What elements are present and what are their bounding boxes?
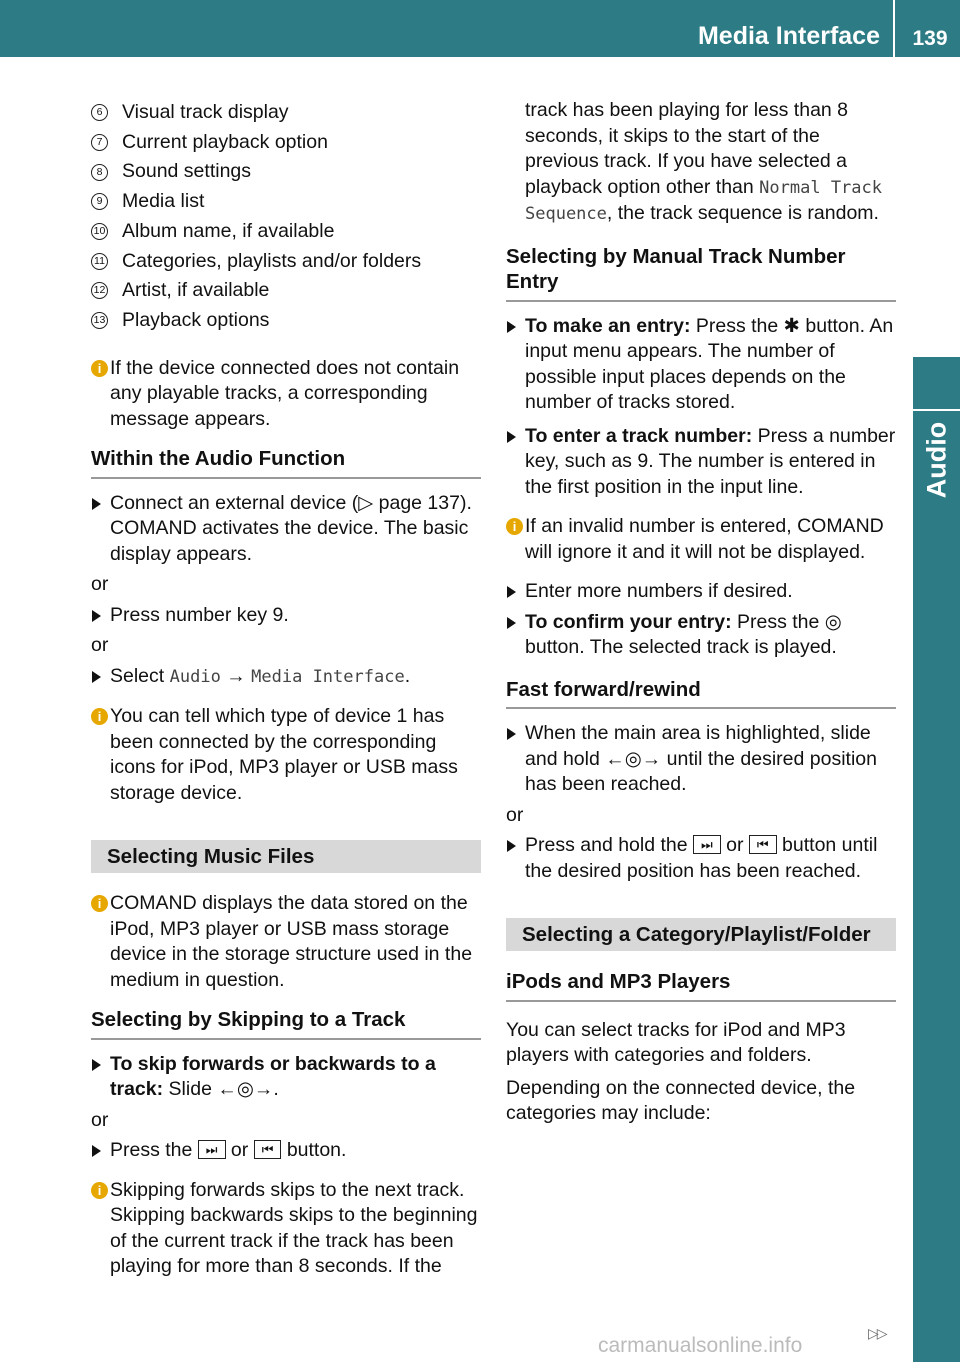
watermark: carmanualsonline.info [598,1334,803,1357]
number-marker: 8 [91,164,108,181]
step-select-menu: Select Audio → Media Interface. [91,664,481,691]
heading-manual-entry: Selecting by Manual Track Number Entry [506,244,896,302]
or-text: or [506,803,524,826]
next-track-button-symbol: ⏭ [693,835,721,854]
info-note: i If an invalid number is entered, COMAND will ignore it and it will not be displayed. [506,514,896,565]
heading-within-audio: Within the Audio Function [91,446,481,479]
info-icon: i [91,1182,108,1199]
step-confirm-entry: To confirm your entry: Press the ◎ button. The selected track is played. [506,610,896,661]
side-tab-marker [913,357,960,409]
right-column [506,98,896,1134]
info-icon: i [506,518,523,535]
info-icon: i [91,360,108,377]
section-selecting-music-files: Selecting Music Files [91,840,481,873]
list-item: 12 Artist, if available [91,276,481,306]
step-enter-more-numbers: Enter more numbers if desired. [506,579,896,605]
or-text: or [91,573,109,595]
step-press-and-hold: Press and hold the ⏭ or ⏮ button until the desired position has been reached. [506,833,896,884]
or-text: or [91,634,109,656]
number-marker: 11 [91,253,108,270]
info-note: i Skipping forwards skips to the next track. Skipping backwards skips to the beginning of the current track if the track has been playing for more than 8 seconds. If the [91,1178,481,1280]
number-marker: 12 [91,282,108,299]
list-item: 7 Current playback option [91,128,481,158]
step-press-number-key: Press number key 9. [91,603,481,629]
continue-arrows-icon: ▷▷ [868,1325,886,1341]
number-marker: 10 [91,223,108,240]
numbered-list [91,98,481,336]
info-icon: i [91,895,108,912]
list-item: 13 Playback options [91,306,481,336]
side-bar [913,411,960,1362]
step-press-skip-button: Press the ⏭ or ⏮ button. [91,1138,481,1164]
paragraph: You can select tracks for iPod and MP3 players with categories and folders. [506,1018,846,1066]
number-marker: 9 [91,193,108,210]
number-marker: 7 [91,134,108,151]
heading-ipods-mp3: iPods and MP3 Players [506,969,896,1002]
side-tab-label: Audio [921,421,952,499]
step-make-entry: To make an entry: Press the ✱ button. An input menu appears. The number of possible input places depends on the number of tracks stored. [506,314,896,416]
continued-text: track has been playing for less than 8 seconds, it skips to the start of the previous track. If you have selected a playback option other than Normal Track Sequence, the track sequence is random. [525,99,882,224]
heading-fast-forward: Fast forward/rewind [506,677,896,710]
left-column [91,98,481,1294]
page-number: 139 [912,27,948,50]
next-track-button-symbol: ⏭ [198,1140,226,1159]
or-text: or [91,1108,109,1131]
list-item: 8 Sound settings [91,157,481,187]
step-enter-track-number: To enter a track number: Press a number key, such as 9. The number is entered in the first position in the input line. [506,424,896,501]
number-marker: 6 [91,104,108,121]
list-item: 11 Categories, playlists and/or folders [91,246,481,276]
step-connect-device: Connect an external device (▷ page 137). COMAND activates the device. The basic display appears. [91,491,481,568]
section-selecting-category: Selecting a Category/Playlist/Folder [506,918,896,951]
list-item: 9 Media list [91,187,481,217]
number-marker: 13 [91,312,108,329]
previous-track-button-symbol: ⏮ [254,1140,282,1159]
list-item: 10 Album name, if available [91,217,481,247]
info-icon: i [91,708,108,725]
step-skip-track: To skip forwards or backwards to a track: Slide ←◎→. [91,1052,481,1103]
previous-track-button-symbol: ⏮ [749,835,777,854]
info-note: i You can tell which type of device 1 has been connected by the corresponding icons for iPod, MP3 player or USB mass storage device. [91,704,481,806]
heading-skipping: Selecting by Skipping to a Track [91,1007,481,1040]
chapter-title: Media Interface [697,22,880,50]
header-divider [893,0,895,57]
info-note: i COMAND displays the data stored on the iPod, MP3 player or USB mass storage device in the storage structure used in the medium in question. [91,891,481,993]
list-item: 6 Visual track display [91,98,481,128]
info-note: i If the device connected does not contain any playable tracks, a corresponding message appears. [91,356,481,433]
step-slide-and-hold: When the main area is highlighted, slide and hold ←◎→ until the desired position has been reached. [506,721,896,798]
paragraph: Depending on the connected device, the categories may include: [506,1076,856,1124]
